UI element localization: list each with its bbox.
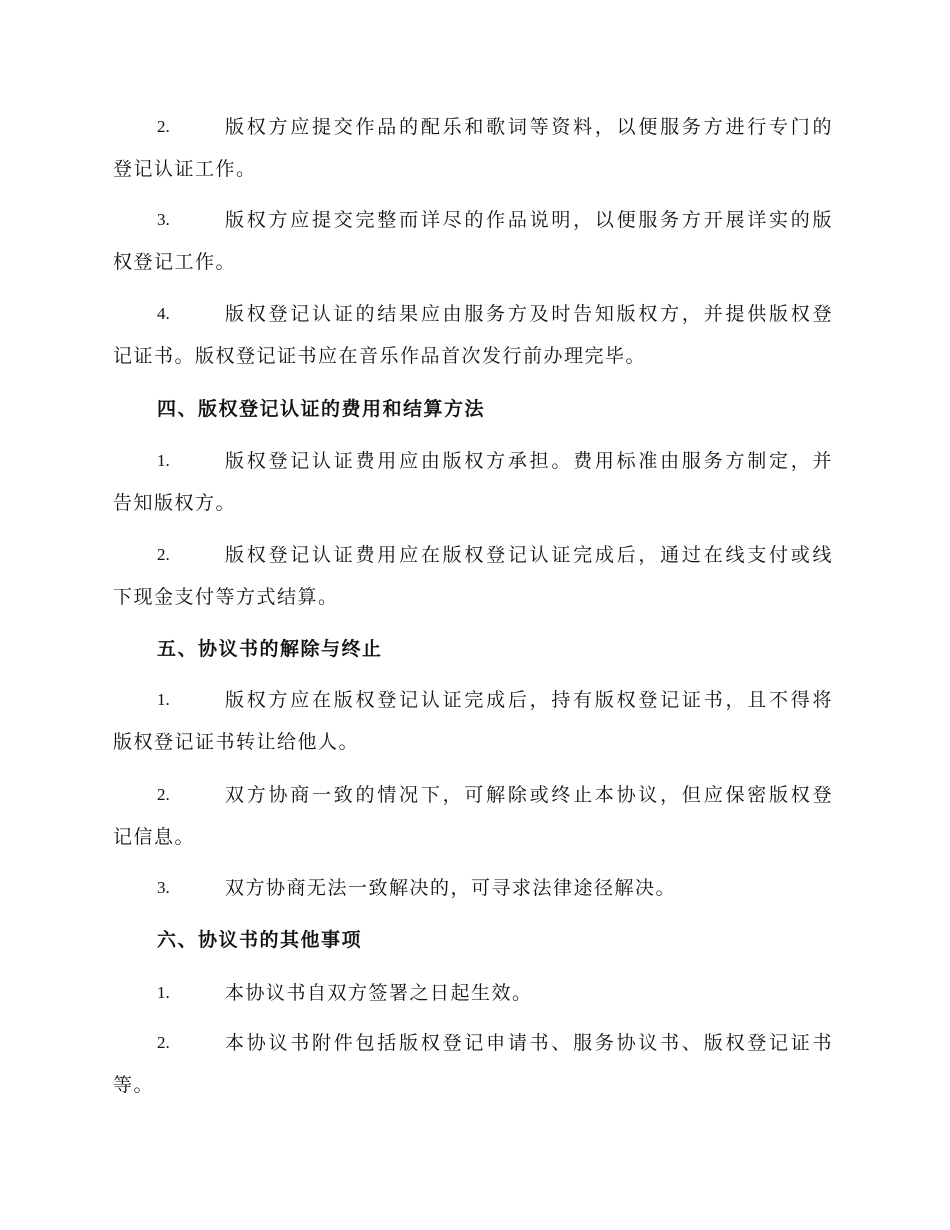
- clause-text-continued: 等。: [113, 1074, 155, 1096]
- clause-text: 本协议书附件包括版权登记申请书、服务协议书、版权登记证书: [225, 1032, 833, 1054]
- clause-item: [113, 774, 833, 858]
- clause-item: [113, 972, 833, 1014]
- clause-item: [113, 199, 833, 283]
- clause-text: 版权登记认证费用应由版权方承担。费用标准由服务方制定，并: [225, 450, 833, 472]
- clause-number: 2.: [157, 545, 170, 564]
- clause-text-continued: 告知版权方。: [113, 492, 237, 514]
- clause-item: [113, 534, 833, 618]
- clause-text-continued: 记信息。: [113, 826, 196, 848]
- clause-text-continued: 登记认证工作。: [113, 158, 257, 180]
- clause-item: [113, 293, 833, 377]
- clause-text: 版权方应提交完整而详尽的作品说明，以便服务方开展详实的版: [225, 209, 833, 231]
- clause-text: 版权方应提交作品的配乐和歌词等资料，以便服务方进行专门的: [225, 116, 833, 138]
- clause-text-continued: 权登记工作。: [113, 251, 237, 273]
- clause-item: [113, 1022, 833, 1106]
- clause-text: 本协议书自双方签署之日起生效。: [225, 982, 533, 1004]
- clause-text-continued: 记证书。版权登记证书应在音乐作品首次发行前办理完毕。: [113, 345, 647, 367]
- clause-number: 3.: [157, 878, 170, 897]
- clause-item: [113, 679, 833, 763]
- clause-number: 1.: [157, 690, 170, 709]
- clause-text: 双方协商无法一致解决的，可寻求法律途径解决。: [225, 877, 677, 899]
- section-heading: 四、版权登记认证的费用和结算方法: [157, 398, 486, 420]
- clause-text-continued: 版权登记证书转让给他人。: [113, 731, 360, 753]
- clause-item: [113, 867, 833, 909]
- section-heading: 五、协议书的解除与终止: [157, 638, 383, 660]
- clause-number: 1.: [157, 451, 170, 470]
- clause-text-continued: 下现金支付等方式结算。: [113, 586, 339, 608]
- section-heading: 六、协议书的其他事项: [157, 929, 363, 951]
- clause-text: 版权登记认证费用应在版权登记认证完成后，通过在线支付或线: [225, 544, 833, 566]
- clause-number: 2.: [157, 1033, 170, 1052]
- clause-number: 3.: [157, 210, 170, 229]
- clause-text: 版权登记认证的结果应由服务方及时告知版权方，并提供版权登: [225, 303, 833, 325]
- clause-item: [113, 440, 833, 524]
- clause-item: [113, 106, 833, 190]
- clause-number: 4.: [157, 304, 170, 323]
- clause-text: 双方协商一致的情况下，可解除或终止本协议，但应保密版权登: [225, 784, 833, 806]
- clause-number: 2.: [157, 785, 170, 804]
- clause-number: 1.: [157, 983, 170, 1002]
- clause-text: 版权方应在版权登记认证完成后，持有版权登记证书，且不得将: [225, 689, 833, 711]
- clause-number: 2.: [157, 117, 170, 136]
